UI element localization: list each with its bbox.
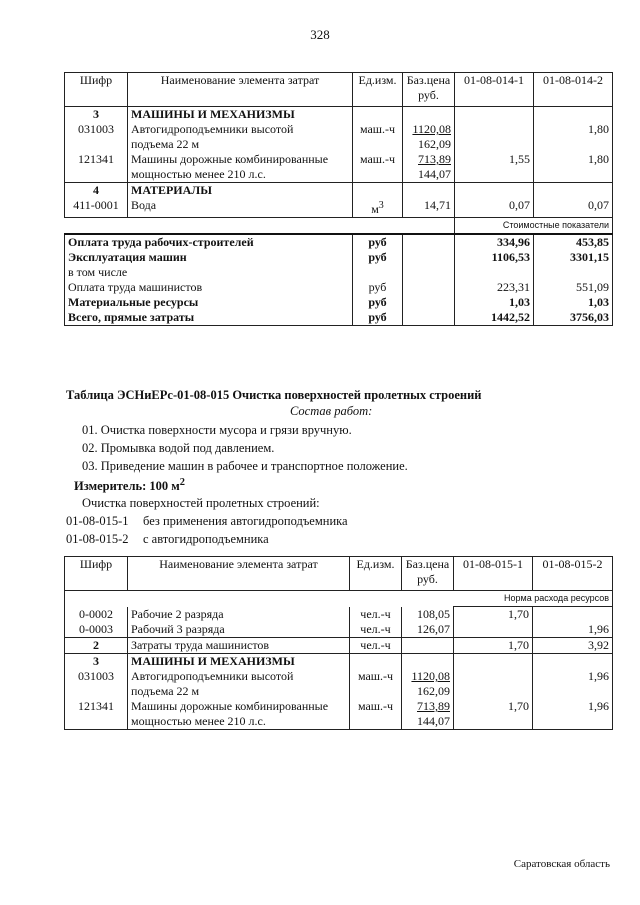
row-name-line2: мощностью менее 210 л.с. [131, 167, 266, 181]
row-col1 [454, 622, 533, 638]
header-price-line2: руб. [418, 88, 439, 102]
header-col2: 01-08-015-2 [533, 557, 613, 591]
row-code: 031003 [65, 122, 128, 152]
row-name: Рабочие 2 разряда [128, 607, 350, 623]
measure-unit [74, 477, 185, 494]
section-title: Таблица ЭСНиЕРс-01-08-015 Очистка поверхностей пролетных строений [66, 388, 482, 402]
row-code: 0-0003 [65, 622, 128, 638]
header-col1: 01-08-015-1 [454, 557, 533, 591]
total-unit: руб [353, 234, 403, 250]
header-code: Шифр [65, 557, 128, 591]
total-unit: руб [353, 250, 403, 265]
row-price [403, 152, 455, 183]
row-code: 121341 [65, 152, 128, 183]
row-price-main: 1120,08 [411, 669, 450, 683]
row-name-line1: Машины дорожные комбинированные [131, 699, 329, 713]
variant-code: 01-08-015-2 [66, 532, 129, 546]
row-col2: 1,96 [533, 622, 613, 638]
row-unit: чел.-ч [350, 622, 402, 638]
header-price-line1: Баз.цена [405, 557, 450, 571]
row-col1: 1,70 [454, 607, 533, 623]
row-col1 [455, 122, 534, 152]
row-code: 411-0001 [65, 198, 128, 218]
row-unit [353, 198, 403, 218]
row-code: 031003 [65, 669, 128, 699]
total-label: Эксплуатация машин [65, 250, 353, 265]
group-title: МАТЕРИАЛЫ [128, 183, 353, 199]
group-num: 3 [65, 654, 128, 670]
total-col2: 453,85 [534, 234, 613, 250]
total-unit: руб [353, 280, 403, 295]
group-title: МАШИНЫ И МЕХАНИЗМЫ [128, 107, 353, 123]
header-price [403, 73, 455, 107]
row-name: Вода [128, 198, 353, 218]
composition-heading: Состав работ: [290, 404, 373, 418]
resource-table-015 [64, 556, 613, 730]
work-step: 01. Очистка поверхности мусора и грязи вручную. [82, 423, 352, 437]
row-col1: 1,55 [455, 152, 534, 183]
row-name: Рабочий 3 разряда [128, 622, 350, 638]
row-code: 0-0002 [65, 607, 128, 623]
row-price-sub: 162,09 [418, 137, 451, 151]
header-price-line1: Баз.цена [406, 73, 451, 87]
total-unit: руб [353, 310, 403, 326]
header-price-line2: руб. [417, 572, 438, 586]
total-col1: 1106,53 [455, 250, 534, 265]
row-price-main: 713,89 [417, 699, 450, 713]
row-col2: 3,92 [533, 638, 613, 654]
row-price-sub: 144,07 [418, 167, 451, 181]
unit-sup: 3 [378, 200, 384, 211]
row-unit: чел.-ч [350, 638, 402, 654]
total-label: в том числе [65, 265, 353, 280]
total-label: Оплата труда рабочих-строителей [65, 234, 353, 250]
row-col1 [454, 669, 533, 699]
row-name [128, 122, 353, 152]
row-unit: маш.-ч [353, 152, 403, 183]
resource-table-014 [64, 72, 613, 326]
row-name [128, 699, 350, 730]
row-col2: 1,96 [533, 699, 613, 730]
norm-caption: Норма расхода ресурсов [454, 591, 613, 607]
total-label: Материальные ресурсы [65, 295, 353, 310]
row-price [402, 699, 454, 730]
total-label: Оплата труда машинистов [65, 280, 353, 295]
row-name [128, 669, 350, 699]
total-col1: 1,03 [455, 295, 534, 310]
group-title: МАШИНЫ И МЕХАНИЗМЫ [128, 654, 350, 670]
row-name-line2: подъема 22 м [131, 684, 200, 698]
row-col2: 1,96 [533, 669, 613, 699]
row-name-line1: Автогидроподъемники высотой [131, 122, 294, 136]
row-price-sub: 162,09 [417, 684, 450, 698]
row-unit: маш.-ч [350, 699, 402, 730]
work-step: 03. Приведение машин в рабочее и транспортное положение. [82, 459, 408, 473]
row-price [402, 669, 454, 699]
row-unit: чел.-ч [350, 607, 402, 623]
row-unit: маш.-ч [353, 122, 403, 152]
total-col2: 3301,15 [534, 250, 613, 265]
row-name-line2: мощностью менее 210 л.с. [131, 714, 266, 728]
row-name-line1: Машины дорожные комбинированные [131, 152, 329, 166]
row-unit: маш.-ч [350, 669, 402, 699]
row-name: Затраты труда машинистов [128, 638, 350, 654]
total-col2: 3756,03 [534, 310, 613, 326]
header-name: Наименование элемента затрат [128, 73, 353, 107]
total-col1: 1442,52 [455, 310, 534, 326]
header-price [402, 557, 454, 591]
variant-text: с автогидроподъемника [143, 532, 269, 546]
row-code: 2 [65, 638, 128, 654]
row-col1: 1,70 [454, 699, 533, 730]
row-name-line1: Автогидроподъемники высотой [131, 669, 294, 683]
total-col1: 334,96 [455, 234, 534, 250]
row-price-main: 1120,08 [412, 122, 451, 136]
row-price-main: 713,89 [418, 152, 451, 166]
footer-region: Саратовская область [513, 858, 610, 870]
header-col1: 01-08-014-1 [455, 73, 534, 107]
section-intro: Очистка поверхностей пролетных строений: [82, 496, 320, 510]
row-price: 126,07 [402, 622, 454, 638]
row-col2: 1,80 [534, 122, 613, 152]
group-num: 3 [65, 107, 128, 123]
row-price-sub: 144,07 [417, 714, 450, 728]
row-col2: 0,07 [534, 198, 613, 218]
group-num: 4 [65, 183, 128, 199]
measure-label: Измеритель: 100 м [74, 479, 180, 494]
page-number: 328 [310, 27, 330, 42]
row-col1: 1,70 [454, 638, 533, 654]
row-col2: 1,80 [534, 152, 613, 183]
row-price: 108,05 [402, 607, 454, 623]
work-step: 02. Промывка водой под давлением. [82, 441, 275, 455]
row-price [403, 122, 455, 152]
header-unit: Ед.изм. [350, 557, 402, 591]
total-col2: 1,03 [534, 295, 613, 310]
row-name-line2: подъема 22 м [131, 137, 200, 151]
row-price: 14,71 [403, 198, 455, 218]
unit-text: м [371, 202, 379, 216]
total-label: Всего, прямые затраты [65, 310, 353, 326]
header-unit: Ед.изм. [353, 73, 403, 107]
total-col1: 223,31 [455, 280, 534, 295]
variant-code: 01-08-015-1 [66, 514, 129, 528]
header-name: Наименование элемента затрат [128, 557, 350, 591]
variant-text: без применения автогидроподъемника [143, 514, 348, 528]
total-unit: руб [353, 295, 403, 310]
row-code: 121341 [65, 699, 128, 730]
header-code: Шифр [65, 73, 128, 107]
measure-sup: 2 [179, 477, 185, 488]
cost-caption: Стоимостные показатели [455, 218, 613, 235]
row-col2 [533, 607, 613, 623]
header-col2: 01-08-014-2 [534, 73, 613, 107]
total-col2: 551,09 [534, 280, 613, 295]
row-name [128, 152, 353, 183]
row-price [402, 638, 454, 654]
row-col1: 0,07 [455, 198, 534, 218]
